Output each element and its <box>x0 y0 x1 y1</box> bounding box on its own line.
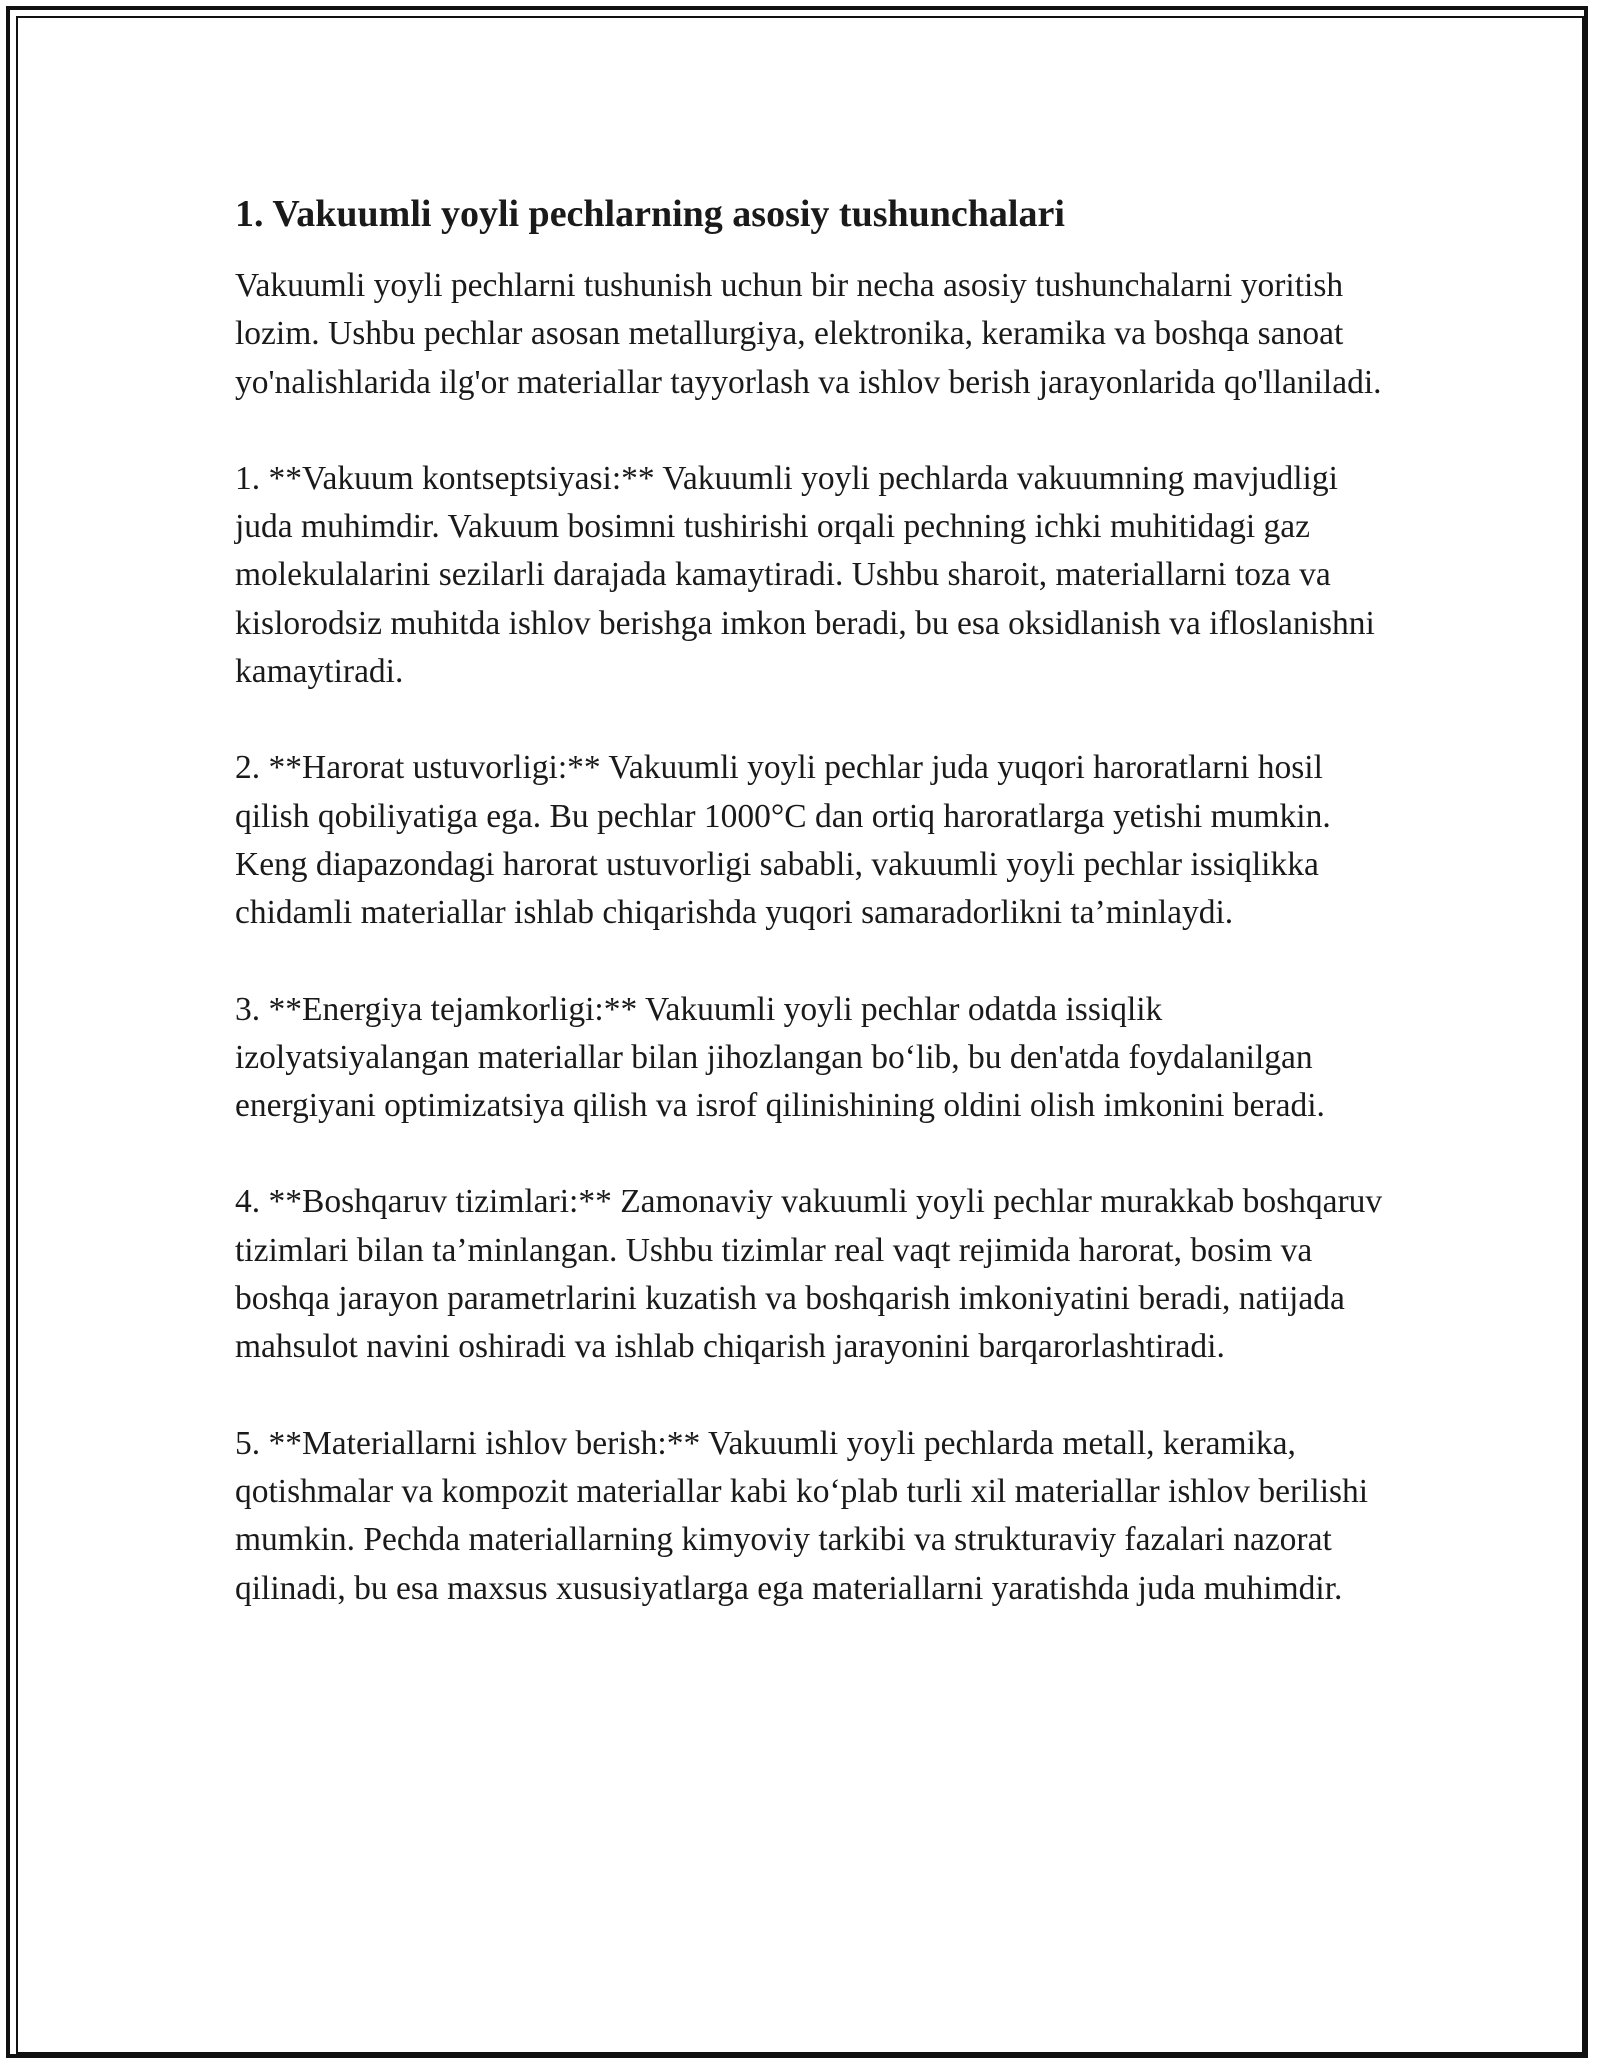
concept-item-temperature: 2. **Harorat ustuvorligi:** Vakuumli yoyli pechlar juda yuqori haroratlarni hosil qilish qobiliyatiga ega. Bu pechlar 1000°C dan ortiq haroratlarga yetishi mumkin. Keng diapazondagi harorat ustuvorligi sababli, vakuumli yoyli pechlar issiqlikka chidamli materiallar ishlab chiqarishda yuqori samaradorlikni ta’minlaydi. <box>235 749 1331 932</box>
intro-paragraph: Vakuumli yoyli pechlarni tushunish uchun bir necha asosiy tushunchalarni yoritish lozim. Ushbu pechlar asosan metallurgiya, elektronika, keramika va boshqa sanoat yo'nalishlarida ilg'or materiallar tayyorlash va ishlov berish jarayonlarida qo'llaniladi. <box>235 267 1382 401</box>
concept-item-materials: 5. **Materiallarni ishlov berish:** Vakuumli yoyli pechlarda metall, keramika, qotishmalar va kompozit materiallar kabi ko‘plab turli xil materiallar ishlov berilishi mumkin. Pechda materiallarning kimyoviy tarkibi va strukturaviy fazalari nazorat qilinadi, bu esa maxsus xususiyatlarga ega materiallarni yaratishda juda muhimdir. <box>235 1424 1369 1607</box>
concept-item-control: 4. **Boshqaruv tizimlari:** Zamonaviy vakuumli yoyli pechlar murakkab boshqaruv tizimlari bilan ta’minlangan. Ushbu tizimlar real vaqt rejimida harorat, bosim va boshqa jarayon parametrlarini kuzatish va boshqarish imkoniyatini beradi, natijada mahsulot navini oshiradi va ishlab chiqarish jarayonini barqarorlashtiradi. <box>235 1183 1383 1366</box>
document-title: 1. Vakuumli yoyli pechlarning asosiy tushunchalari <box>235 193 1065 235</box>
concept-list <box>235 455 1385 1613</box>
concept-item-energy: 3. **Energiya tejamkorligi:** Vakuumli yoyli pechlar odatda issiqlik izolyatsiyalangan materiallar bilan jihozlangan bo‘lib, bu den'atda foydalanilgan energiyani optimizatsiya qilish va isrof qilinishining oldini olish imkonini beradi. <box>235 990 1325 1125</box>
document-body <box>235 186 1385 1661</box>
concept-item-vacuum: 1. **Vakuum kontseptsiyasi:** Vakuumli yoyli pechlarda vakuumning mavjudligi juda muhimdir. Vakuum bosimni tushirishi orqali pechning ichki muhitidagi gaz molekulalarini sezilarli darajada kamaytiradi. Ushbu sharoit, materiallarni toza va kislorodsiz muhitda ishlov berishga imkon beradi, bu esa oksidlanish va ifloslanishni kamaytiradi. <box>235 459 1375 691</box>
